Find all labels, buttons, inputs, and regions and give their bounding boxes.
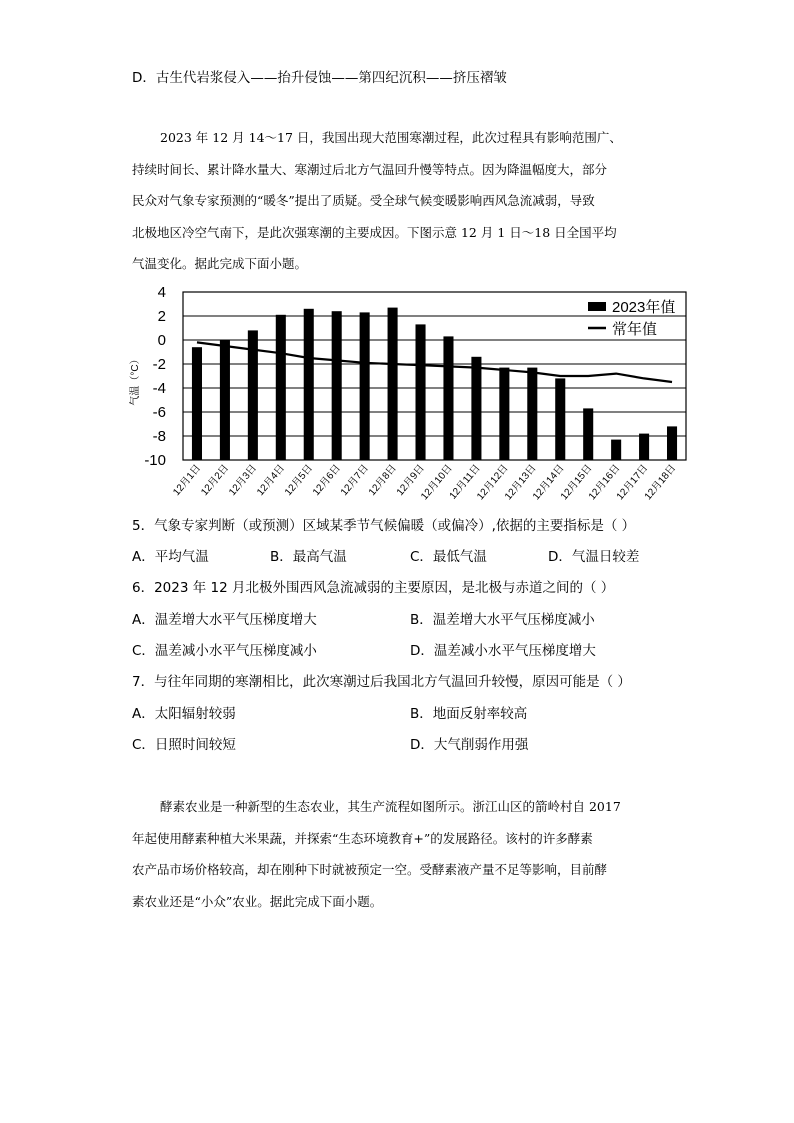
bar-2023 bbox=[276, 315, 286, 460]
y-tick-label: 0 bbox=[157, 332, 166, 349]
bar-2023 bbox=[611, 440, 621, 460]
question-7-option-c[interactable]: C．日照时间较短 bbox=[132, 737, 236, 753]
passage-enzyme-agriculture bbox=[132, 791, 662, 917]
x-tick-label: 12月17日 bbox=[614, 462, 651, 503]
y-tick-label: 4 bbox=[157, 284, 166, 301]
bar-2023 bbox=[639, 434, 649, 460]
question-5-option-c[interactable]: C．最低气温 bbox=[410, 549, 487, 565]
plot-frame bbox=[183, 292, 686, 460]
x-tick-label: 12月13日 bbox=[503, 462, 539, 503]
passage-line: 北极地区冷空气南下，是此次强寒潮的主要成因。下图示意 12 月 1 日～18 日全国平均 bbox=[132, 224, 617, 240]
x-tick-label: 12月9日 bbox=[394, 462, 427, 499]
legend-bar-label: 2023年值 bbox=[612, 299, 676, 316]
passage-line: 年起使用酵素种植大米果蔬，并探索“生态环境教育+”的发展路径。该村的许多酵素 bbox=[132, 830, 593, 846]
question-6-option-b[interactable]: B．温差增大水平气压梯度减小 bbox=[410, 612, 595, 628]
x-tick-label: 12月11日 bbox=[447, 462, 483, 502]
question-6-stem: 6．2023 年 12 月北极外围西风急流减弱的主要原因，是北极与赤道之间的（ ） bbox=[132, 580, 615, 596]
bar-2023 bbox=[415, 324, 425, 460]
x-tick-label: 12月2日 bbox=[199, 462, 232, 499]
x-tick-label: 12月8日 bbox=[366, 462, 399, 499]
y-tick-label: -2 bbox=[152, 356, 166, 373]
temperature-chart bbox=[126, 282, 706, 508]
bar-2023 bbox=[304, 309, 314, 460]
y-tick-label: -8 bbox=[152, 428, 166, 445]
question-6-option-a[interactable]: A．温差增大水平气压梯度增大 bbox=[132, 612, 317, 628]
bar-2023 bbox=[192, 347, 202, 460]
question-7-option-a[interactable]: A．太阳辐射较弱 bbox=[132, 706, 236, 722]
bar-2023 bbox=[667, 426, 677, 460]
passage-line: 民众对气象专家预测的“暖冬”提出了质疑。受全球气候变暖影响西风急流减弱，导致 bbox=[132, 193, 595, 208]
question-7-option-d[interactable]: D．大气削弱作用强 bbox=[410, 737, 529, 753]
passage-line: 素农业还是“小众”农业。据此完成下面小题。 bbox=[132, 893, 383, 909]
x-tick-label: 12月1日 bbox=[171, 462, 204, 499]
x-tick-label: 12月18日 bbox=[642, 462, 679, 503]
passage-cold-wave bbox=[132, 122, 662, 280]
legend-bar-swatch bbox=[588, 302, 606, 311]
bar-2023 bbox=[220, 340, 230, 460]
bar-2023 bbox=[443, 336, 453, 460]
bar-2023 bbox=[471, 357, 481, 460]
x-tick-label: 12月10日 bbox=[419, 462, 455, 503]
question-5-option-d[interactable]: D．气温日较差 bbox=[548, 549, 640, 565]
previous-option-d: D．古生代岩浆侵入——抬升侵蚀——第四纪沉积——挤压褶皱 bbox=[132, 70, 507, 86]
question-6-option-c[interactable]: C．温差减小水平气压梯度减小 bbox=[132, 643, 317, 659]
bar-2023 bbox=[388, 308, 398, 460]
question-7-stem: 7．与往年同期的寒潮相比，此次寒潮过后我国北方气温回升较慢，原因可能是（ ） bbox=[132, 674, 631, 690]
line-normal bbox=[197, 342, 672, 382]
y-axis-label: 气温（°C） bbox=[130, 354, 141, 406]
question-5-stem: 5．气象专家判断（或预测）区域某季节气候偏暖（或偏冷）,依据的主要指标是（ ） bbox=[132, 518, 636, 534]
passage-line: 2023 年 12 月 14～17 日，我国出现大范围寒潮过程，此次过程具有影响范围广、 bbox=[160, 130, 622, 145]
x-tick-label: 12月3日 bbox=[227, 462, 260, 499]
legend-line-label: 常年值 bbox=[612, 321, 658, 338]
x-tick-label: 12月15日 bbox=[558, 462, 595, 503]
bar-2023 bbox=[332, 311, 342, 460]
x-tick-label: 12月12日 bbox=[475, 462, 511, 503]
question-6-option-d[interactable]: D．温差减小水平气压梯度增大 bbox=[410, 643, 596, 659]
passage-line: 持续时间长、累计降水量大、寒潮过后北方气温回升慢等特点。因为降温幅度大，部分 bbox=[132, 161, 608, 177]
x-tick-label: 12月5日 bbox=[283, 462, 316, 499]
question-5-option-b[interactable]: B．最高气温 bbox=[270, 549, 347, 565]
x-tick-label: 12月16日 bbox=[586, 462, 623, 503]
y-tick-label: -10 bbox=[144, 452, 166, 469]
bar-2023 bbox=[360, 312, 370, 460]
x-tick-label: 12月14日 bbox=[530, 462, 567, 503]
bar-2023 bbox=[555, 378, 565, 460]
passage-line: 气温变化。据此完成下面小题。 bbox=[132, 256, 308, 271]
bar-2023 bbox=[499, 368, 509, 460]
x-tick-label: 12月6日 bbox=[310, 462, 343, 499]
bar-2023 bbox=[583, 408, 593, 460]
y-tick-label: -4 bbox=[152, 380, 166, 397]
y-tick-label: -6 bbox=[152, 404, 166, 421]
x-tick-label: 12月7日 bbox=[338, 462, 371, 499]
passage-line: 农产品市场价格较高，却在刚种下时就被预定一空。受酵素液产量不足等影响，目前酵 bbox=[132, 862, 608, 877]
question-7-option-b[interactable]: B．地面反射率较高 bbox=[410, 706, 528, 722]
question-5-option-a[interactable]: A．平均气温 bbox=[132, 549, 209, 565]
bar-2023 bbox=[527, 368, 537, 460]
x-tick-label: 12月4日 bbox=[255, 462, 288, 499]
y-tick-label: 2 bbox=[157, 308, 166, 325]
passage-line: 酵素农业是一种新型的生态农业，其生产流程如图所示。浙江山区的箭岭村自 2017 bbox=[160, 799, 621, 814]
